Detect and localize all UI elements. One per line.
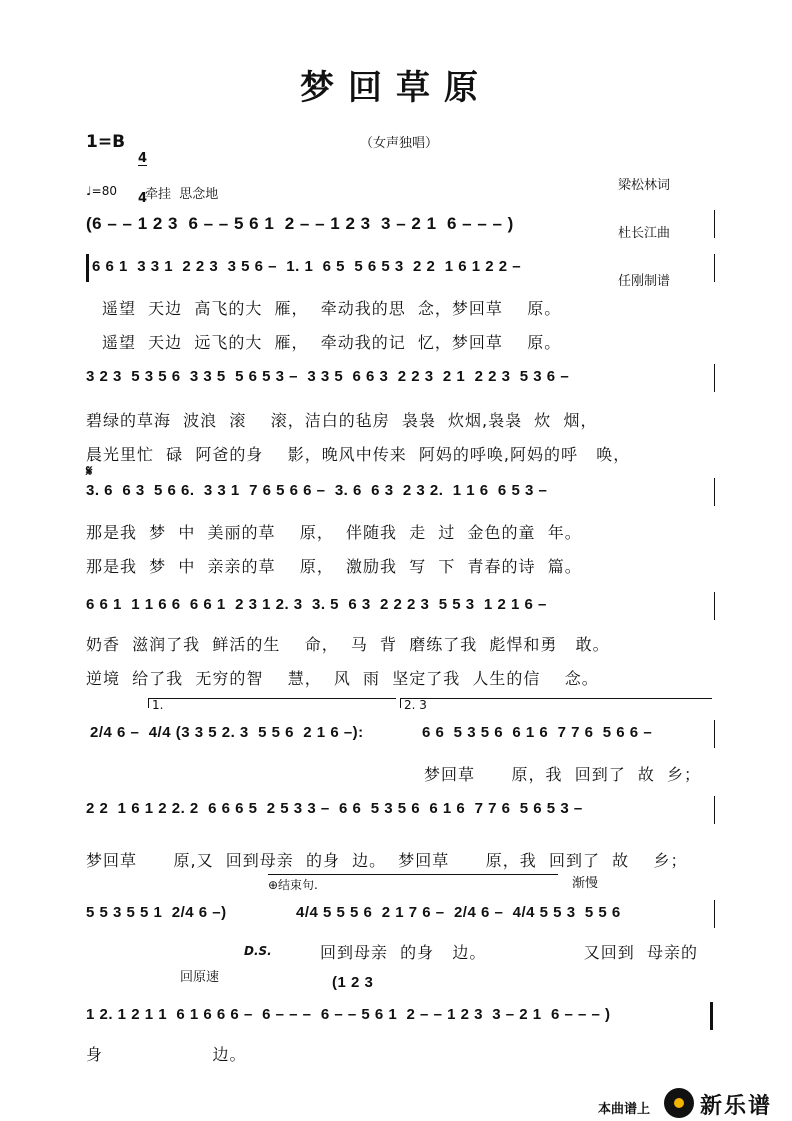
lyric-row-5: 梦回草 原，我 回到了 故 乡； bbox=[424, 765, 702, 784]
notes-row-5-first-ending: 2/4 6 – 4/4 (3 3 5 2. 3 5 5 6 2 1 6 –): bbox=[90, 724, 364, 741]
notes-row-8: 1 2. 1 2 1 1 6 1 6 6 6 – 6 – – – 6 – – 5 6 1 2 – – 1 2 3 3 – 2 1 6 – – – ) bbox=[86, 1006, 611, 1023]
dal-segno-label: D.S. bbox=[244, 944, 272, 958]
lyricist: 梁松林词 bbox=[618, 178, 671, 193]
barline bbox=[714, 720, 715, 748]
intro-notes: (6 – – 1 2 3 6 – – 5 6 1 2 – – 1 2 3 3 – 2 1 6 – – – ) bbox=[86, 214, 514, 233]
lyric-row-3-verse-2: 那是我 梦 中 亲亲的草 原， 激励我 写 下 青春的诗 篇。 bbox=[86, 557, 582, 576]
lyric-row-6: 梦回草 原,又 回到母亲 的身 边。 梦回草 原，我 回到了 故 乡； bbox=[86, 851, 688, 870]
notes-row-1: 6 6 1 3 3 1 2 2 3 3 5 6 – 1. 1 6 5 5 6 5 3 2 2 1 6 1 2 2 – bbox=[92, 258, 522, 275]
expression-marking: 牵挂 思念地 bbox=[145, 187, 219, 202]
lyric-row-2-verse-1: 碧绿的草海 波浪 滚 滚，洁白的毡房 袅袅 炊烟,袅袅 炊 烟， bbox=[86, 411, 598, 430]
coda-label: ⊕结束句. bbox=[268, 878, 318, 892]
brand-name: 新乐谱 bbox=[700, 1094, 773, 1119]
lyric-row-2-verse-2: 晨光里忙 碌 阿爸的身 影，晚风中传来 阿妈的呼唤,阿妈的呼 唤， bbox=[86, 445, 631, 464]
coda-bracket bbox=[268, 874, 558, 875]
volta-2-bracket bbox=[400, 698, 712, 699]
brand-logo-icon bbox=[664, 1088, 694, 1118]
lyric-row-8: 身 边。 bbox=[86, 1045, 247, 1064]
barline bbox=[714, 364, 715, 392]
barline bbox=[714, 900, 715, 928]
notes-row-7-b: 4/4 5 5 5 6 2 1 7 6 – 2/4 6 – 4/4 5 5 3 5 5 6 bbox=[296, 904, 621, 921]
volta-1-bracket bbox=[148, 698, 396, 699]
arranger: 任刚制谱 bbox=[618, 274, 671, 289]
notes-row-3: 3. 6 6 3 5 6 6. 3 3 1 7 6 5 6 6 – 3. 6 6 3 2 3 2. 1 1 6 6 5 3 – bbox=[86, 482, 548, 499]
a-tempo-label: 回原速 bbox=[180, 970, 220, 985]
song-title: 梦回草原 bbox=[300, 68, 492, 108]
footer-caption: 本曲谱上 bbox=[598, 1102, 651, 1117]
time-signature-bottom: 4 bbox=[138, 191, 148, 206]
final-barline bbox=[710, 1002, 713, 1030]
notes-row-2: 3 2 3 5 3 5 6 3 3 5 5 6 5 3 – 3 3 5 6 6 3 2 2 3 2 1 2 2 3 5 3 6 – bbox=[86, 368, 570, 385]
repeat-start-barline bbox=[86, 254, 89, 282]
barline bbox=[714, 592, 715, 620]
lyric-row-4-verse-1: 奶香 滋润了我 鲜活的生 命， 马 背 磨练了我 彪悍和勇 敢。 bbox=[86, 635, 610, 654]
barline bbox=[714, 478, 715, 506]
barline bbox=[714, 796, 715, 824]
intro-bracket-notes: (1 2 3 bbox=[332, 974, 374, 991]
time-signature-top: 4 bbox=[138, 151, 148, 166]
volta-1-label: 1. bbox=[152, 698, 164, 712]
notes-row-5-second-ending: 6 6 5 3 5 6 6 1 6 7 7 6 5 6 6 – bbox=[422, 724, 653, 741]
barline bbox=[714, 210, 715, 238]
lyric-row-3-verse-1: 那是我 梦 中 美丽的草 原， 伴随我 走 过 金色的童 年。 bbox=[86, 523, 582, 542]
composer: 杜长江曲 bbox=[618, 226, 671, 241]
notes-row-7-a: 5 5 3 5 5 1 2/4 6 –) bbox=[86, 904, 227, 921]
ritardando-label: 渐慢 bbox=[572, 876, 599, 891]
subtitle: （女声独唱） bbox=[360, 136, 439, 151]
tempo-marking: ♩=80 bbox=[86, 184, 117, 198]
volta-2-label: 2. 3 bbox=[404, 698, 427, 712]
lyric-row-1-verse-2: 遥望 天边 远飞的大 雁， 牵动我的记 忆，梦回草 原。 bbox=[102, 333, 562, 352]
credits bbox=[618, 146, 670, 306]
lyric-row-7: 回到母亲 的身 边。 又回到 母亲的 bbox=[320, 943, 698, 962]
volta-2-edge bbox=[400, 698, 401, 708]
lyric-row-4-verse-2: 逆境 给了我 无穷的智 慧， 风 雨 坚定了我 人生的信 念。 bbox=[86, 669, 599, 688]
key-signature: 1=B bbox=[86, 132, 126, 152]
barline bbox=[714, 254, 715, 282]
volta-1-edge bbox=[148, 698, 149, 708]
lyric-row-1-verse-1: 遥望 天边 高飞的大 雁， 牵动我的思 念，梦回草 原。 bbox=[102, 299, 562, 318]
notes-row-4: 6 6 1 1 1 6 6 6 6 1 2 3 1 2. 3 3. 5 6 3 2 2 2 3 5 5 3 1 2 1 6 – bbox=[86, 596, 547, 613]
time-signature bbox=[138, 126, 147, 218]
notes-row-6: 2 2 1 6 1 2 2. 2 6 6 6 5 2 5 3 3 – 6 6 5 3 5 6 6 1 6 7 7 6 5 6 5 3 – bbox=[86, 800, 583, 817]
segno-sign: 𝄋 bbox=[86, 462, 93, 480]
